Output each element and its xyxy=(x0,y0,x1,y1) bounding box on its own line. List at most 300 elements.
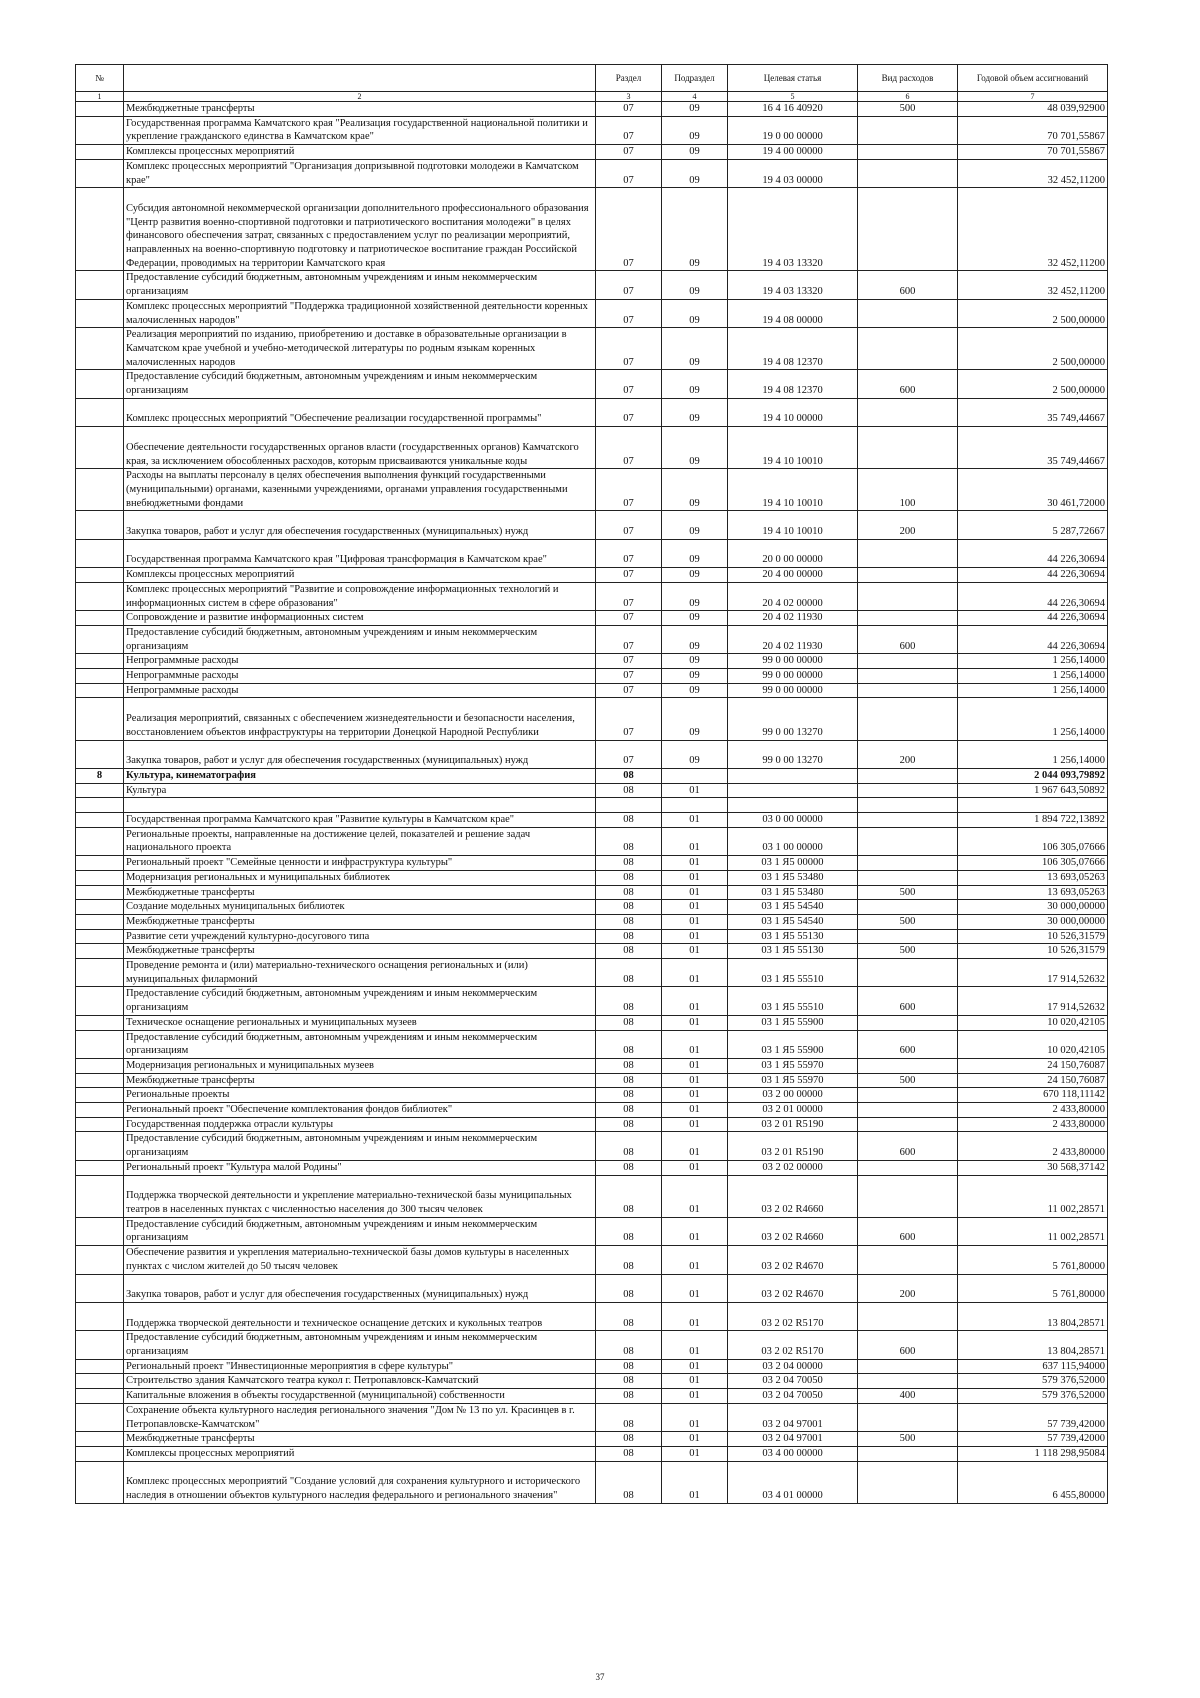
row-amount: 1 256,14000 xyxy=(958,669,1108,684)
row-expense-type: 100 xyxy=(858,469,958,511)
row-amount: 2 433,80000 xyxy=(958,1117,1108,1132)
row-number xyxy=(76,102,124,117)
row-subsection: 09 xyxy=(662,159,728,187)
row-target-article: 03 1 Я5 55970 xyxy=(728,1058,858,1073)
row-subsection: 01 xyxy=(662,1461,728,1503)
row-expense-type xyxy=(858,427,958,469)
row-target-article: 03 1 Я5 55130 xyxy=(728,944,858,959)
row-section: 07 xyxy=(596,427,662,469)
row-name: Межбюджетные трансферты xyxy=(124,102,596,117)
row-subsection: 09 xyxy=(662,469,728,511)
row-name: Государственная программа Камчатского края "Развитие культуры в Камчатском крае" xyxy=(124,813,596,828)
row-section: 08 xyxy=(596,1030,662,1058)
table-row xyxy=(76,683,1108,698)
row-amount: 32 452,11200 xyxy=(958,159,1108,187)
row-subsection: 09 xyxy=(662,654,728,669)
row-expense-type: 200 xyxy=(858,1274,958,1302)
row-subsection: 09 xyxy=(662,511,728,539)
budget-table-sheet xyxy=(75,64,1107,1504)
column-number: 6 xyxy=(858,92,958,102)
row-subsection: 09 xyxy=(662,271,728,299)
row-target-article: 03 2 04 70050 xyxy=(728,1389,858,1404)
table-row xyxy=(76,669,1108,684)
row-name: Комплекс процессных мероприятий "Создание условий для сохранения культурного и исторического наследия в отношении объектов культурного наследия федерального и регионального значения" xyxy=(124,1461,596,1503)
row-target-article: 16 4 16 40920 xyxy=(728,102,858,117)
row-section: 07 xyxy=(596,102,662,117)
row-subsection: 01 xyxy=(662,1088,728,1103)
row-target-article: 99 0 00 00000 xyxy=(728,683,858,698)
row-subsection: 09 xyxy=(662,683,728,698)
row-name: Сохранение объекта культурного наследия регионального значения "Дом № 13 по ул. Красинцев в г. Петропавловске-Камчатском" xyxy=(124,1403,596,1431)
row-amount: 579 376,52000 xyxy=(958,1389,1108,1404)
row-target-article: 19 0 00 00000 xyxy=(728,116,858,144)
row-expense-type xyxy=(858,698,958,740)
table-row xyxy=(76,1030,1108,1058)
row-number xyxy=(76,271,124,299)
table-row xyxy=(76,885,1108,900)
row-subsection: 01 xyxy=(662,1217,728,1245)
row-name: Предоставление субсидий бюджетным, автономным учреждениям и иным некоммерческим организациям xyxy=(124,271,596,299)
row-number xyxy=(76,827,124,855)
row-expense-type: 600 xyxy=(858,987,958,1015)
column-number: 5 xyxy=(728,92,858,102)
row-number xyxy=(76,1331,124,1359)
table-row xyxy=(76,944,1108,959)
row-subsection: 09 xyxy=(662,299,728,327)
row-section: 08 xyxy=(596,768,662,783)
row-amount: 1 256,14000 xyxy=(958,698,1108,740)
row-number xyxy=(76,511,124,539)
row-name: Реализация мероприятий, связанных с обеспечением жизнедеятельности и безопасности населения, восстановлением объектов инфраструктуры на территории Донецкой Народной Республики xyxy=(124,698,596,740)
table-row xyxy=(76,827,1108,855)
row-number xyxy=(76,856,124,871)
row-amount: 13 804,28571 xyxy=(958,1331,1108,1359)
row-target-article: 99 0 00 13270 xyxy=(728,698,858,740)
row-amount: 1 256,14000 xyxy=(958,683,1108,698)
row-number xyxy=(76,1217,124,1245)
row-expense-type xyxy=(858,539,958,567)
row-section: 07 xyxy=(596,398,662,426)
row-amount: 35 749,44667 xyxy=(958,427,1108,469)
row-name: Непрограммные расходы xyxy=(124,669,596,684)
table-header-row xyxy=(76,65,1108,92)
row-subsection: 01 xyxy=(662,1030,728,1058)
row-section: 08 xyxy=(596,914,662,929)
row-amount: 11 002,28571 xyxy=(958,1217,1108,1245)
table-row xyxy=(76,798,1108,813)
row-amount: 70 701,55867 xyxy=(958,116,1108,144)
row-section: 08 xyxy=(596,783,662,798)
row-name: Строительство здания Камчатского театра кукол г. Петропавловск-Камчатский xyxy=(124,1374,596,1389)
table-row xyxy=(76,625,1108,653)
row-name: Культура, кинематография xyxy=(124,768,596,783)
row-subsection: 01 xyxy=(662,959,728,987)
row-target-article: 19 4 10 10010 xyxy=(728,427,858,469)
table-row xyxy=(76,914,1108,929)
row-number xyxy=(76,625,124,653)
row-name: Комплекс процессных мероприятий "Организация допризывной подготовки молодежи в Камчатском крае" xyxy=(124,159,596,187)
row-target-article: 03 2 01 R5190 xyxy=(728,1117,858,1132)
row-subsection: 01 xyxy=(662,856,728,871)
row-subsection: 01 xyxy=(662,1015,728,1030)
row-subsection xyxy=(662,798,728,813)
row-section: 08 xyxy=(596,1117,662,1132)
row-expense-type: 500 xyxy=(858,885,958,900)
row-number xyxy=(76,1103,124,1118)
row-number xyxy=(76,1088,124,1103)
row-name: Предоставление субсидий бюджетным, автономным учреждениям и иным некоммерческим организациям xyxy=(124,987,596,1015)
row-expense-type: 500 xyxy=(858,944,958,959)
row-section: 07 xyxy=(596,611,662,626)
row-amount: 44 226,30694 xyxy=(958,625,1108,653)
row-subsection: 01 xyxy=(662,1246,728,1274)
row-amount: 30 461,72000 xyxy=(958,469,1108,511)
column-number: 1 xyxy=(76,92,124,102)
row-name: Государственная программа Камчатского края "Цифровая трансформация в Камчатском крае" xyxy=(124,539,596,567)
row-target-article: 03 1 Я5 54540 xyxy=(728,914,858,929)
row-subsection: 01 xyxy=(662,1160,728,1175)
table-row xyxy=(76,511,1108,539)
row-number xyxy=(76,539,124,567)
row-amount: 1 256,14000 xyxy=(958,654,1108,669)
row-target-article: 03 1 Я5 00000 xyxy=(728,856,858,871)
row-name: Предоставление субсидий бюджетным, автономным учреждениям и иным некоммерческим организациям xyxy=(124,1030,596,1058)
row-number xyxy=(76,1160,124,1175)
row-section: 08 xyxy=(596,1389,662,1404)
row-target-article: 03 1 00 00000 xyxy=(728,827,858,855)
row-section: 07 xyxy=(596,116,662,144)
row-target-article: 03 2 04 97001 xyxy=(728,1403,858,1431)
row-target-article: 19 4 08 12370 xyxy=(728,328,858,370)
row-number xyxy=(76,1274,124,1302)
row-target-article: 03 2 00 00000 xyxy=(728,1088,858,1103)
row-section: 08 xyxy=(596,1403,662,1431)
row-section: 07 xyxy=(596,539,662,567)
row-target-article: 03 2 02 00000 xyxy=(728,1160,858,1175)
table-row xyxy=(76,856,1108,871)
row-target-article xyxy=(728,798,858,813)
header-target-article: Целевая статья xyxy=(728,65,858,92)
row-amount: 17 914,52632 xyxy=(958,959,1108,987)
row-number xyxy=(76,1117,124,1132)
row-subsection: 01 xyxy=(662,1274,728,1302)
row-name: Обеспечение развития и укрепления материально-технической базы домов культуры в населенных пунктах с числом жителей до 50 тысяч человек xyxy=(124,1246,596,1274)
row-number xyxy=(76,582,124,610)
row-target-article: 03 4 00 00000 xyxy=(728,1446,858,1461)
header-name xyxy=(124,65,596,92)
row-subsection: 01 xyxy=(662,1073,728,1088)
row-amount: 24 150,76087 xyxy=(958,1073,1108,1088)
row-section: 08 xyxy=(596,1103,662,1118)
table-body xyxy=(76,102,1108,1504)
row-expense-type xyxy=(858,798,958,813)
row-name: Непрограммные расходы xyxy=(124,654,596,669)
row-section: 07 xyxy=(596,328,662,370)
table-row xyxy=(76,1103,1108,1118)
row-target-article: 20 0 00 00000 xyxy=(728,539,858,567)
row-section: 07 xyxy=(596,188,662,271)
row-name: Субсидия автономной некоммерческой организации дополнительного профессионального образования "Центр развития военно-спортивной подготовки и патриотического воспитания молодежи" в целях финансового обеспечения затрат, связанных с предоставлением услуг по реализации мероприятий, направленных на военно-спортивную подготовку и патриотическое воспитание граждан Российской Федерации, проводимых на территории Камчатского края xyxy=(124,188,596,271)
row-target-article: 03 2 02 R5170 xyxy=(728,1331,858,1359)
row-name: Межбюджетные трансферты xyxy=(124,944,596,959)
table-row xyxy=(76,1446,1108,1461)
row-expense-type: 500 xyxy=(858,1432,958,1447)
row-name: Расходы на выплаты персоналу в целях обеспечения выполнения функций государственными (муниципальными) органами, казенными учреждениями, органами управления государственными внебюджетными фондами xyxy=(124,469,596,511)
table-row xyxy=(76,271,1108,299)
row-amount: 10 020,42105 xyxy=(958,1030,1108,1058)
row-amount: 44 226,30694 xyxy=(958,582,1108,610)
row-subsection: 01 xyxy=(662,929,728,944)
row-target-article xyxy=(728,783,858,798)
table-row xyxy=(76,1132,1108,1160)
row-section xyxy=(596,798,662,813)
row-section: 08 xyxy=(596,1274,662,1302)
row-number xyxy=(76,1058,124,1073)
row-number xyxy=(76,370,124,398)
row-name: Государственная программа Камчатского края "Реализация государственной национальной политики и укрепление гражданского единства в Камчатском крае" xyxy=(124,116,596,144)
row-amount: 30 000,00000 xyxy=(958,914,1108,929)
row-expense-type xyxy=(858,145,958,160)
row-amount xyxy=(958,798,1108,813)
row-name: Региональный проект "Инвестиционные мероприятия в сфере культуры" xyxy=(124,1359,596,1374)
row-amount: 2 433,80000 xyxy=(958,1103,1108,1118)
table-row xyxy=(76,783,1108,798)
table-row xyxy=(76,568,1108,583)
row-amount: 10 526,31579 xyxy=(958,944,1108,959)
table-row xyxy=(76,768,1108,783)
row-number xyxy=(76,1302,124,1330)
row-amount: 11 002,28571 xyxy=(958,1175,1108,1217)
header-subsection: Подраздел xyxy=(662,65,728,92)
row-name: Закупка товаров, работ и услуг для обеспечения государственных (муниципальных) нужд xyxy=(124,740,596,768)
row-expense-type xyxy=(858,870,958,885)
row-subsection: 01 xyxy=(662,1374,728,1389)
header-section: Раздел xyxy=(596,65,662,92)
row-expense-type: 600 xyxy=(858,1030,958,1058)
row-subsection: 01 xyxy=(662,1058,728,1073)
row-subsection: 09 xyxy=(662,398,728,426)
row-section: 08 xyxy=(596,1432,662,1447)
table-row xyxy=(76,159,1108,187)
table-row xyxy=(76,328,1108,370)
row-section: 07 xyxy=(596,370,662,398)
row-section: 08 xyxy=(596,987,662,1015)
row-target-article: 19 4 08 00000 xyxy=(728,299,858,327)
row-name: Региональный проект "Обеспечение комплектования фондов библиотек" xyxy=(124,1103,596,1118)
row-number xyxy=(76,188,124,271)
row-amount: 13 693,05263 xyxy=(958,870,1108,885)
row-name: Межбюджетные трансферты xyxy=(124,914,596,929)
row-name: Региональный проект "Семейные ценности и инфраструктура культуры" xyxy=(124,856,596,871)
row-subsection: 09 xyxy=(662,611,728,626)
table-row xyxy=(76,1359,1108,1374)
row-amount: 1 967 643,50892 xyxy=(958,783,1108,798)
row-amount: 2 044 093,79892 xyxy=(958,768,1108,783)
row-amount: 579 376,52000 xyxy=(958,1374,1108,1389)
row-expense-type: 600 xyxy=(858,1217,958,1245)
row-number xyxy=(76,1389,124,1404)
row-amount: 637 115,94000 xyxy=(958,1359,1108,1374)
row-number xyxy=(76,669,124,684)
row-subsection: 01 xyxy=(662,783,728,798)
row-amount: 2 500,00000 xyxy=(958,370,1108,398)
row-number xyxy=(76,783,124,798)
row-name: Региональные проекты xyxy=(124,1088,596,1103)
row-target-article: 19 4 10 10010 xyxy=(728,469,858,511)
row-section: 08 xyxy=(596,870,662,885)
row-expense-type xyxy=(858,900,958,915)
table-row xyxy=(76,1274,1108,1302)
row-number xyxy=(76,1374,124,1389)
row-target-article: 03 1 Я5 54540 xyxy=(728,900,858,915)
table-row xyxy=(76,654,1108,669)
row-section: 08 xyxy=(596,827,662,855)
row-amount: 57 739,42000 xyxy=(958,1432,1108,1447)
row-expense-type: 500 xyxy=(858,1073,958,1088)
row-subsection: 09 xyxy=(662,625,728,653)
row-expense-type: 500 xyxy=(858,102,958,117)
row-expense-type xyxy=(858,116,958,144)
row-number xyxy=(76,1461,124,1503)
row-amount: 1 894 722,13892 xyxy=(958,813,1108,828)
row-expense-type xyxy=(858,683,958,698)
row-target-article xyxy=(728,768,858,783)
row-number xyxy=(76,987,124,1015)
row-target-article: 03 0 00 00000 xyxy=(728,813,858,828)
row-name: Проведение ремонта и (или) материально-технического оснащения региональных и (или) муниципальных филармоний xyxy=(124,959,596,987)
row-amount: 5 287,72667 xyxy=(958,511,1108,539)
table-row xyxy=(76,145,1108,160)
row-expense-type xyxy=(858,669,958,684)
row-number xyxy=(76,959,124,987)
row-name: Непрограммные расходы xyxy=(124,683,596,698)
row-name xyxy=(124,798,596,813)
row-amount: 32 452,11200 xyxy=(958,271,1108,299)
row-number xyxy=(76,1073,124,1088)
row-amount: 30 568,37142 xyxy=(958,1160,1108,1175)
row-amount: 5 761,80000 xyxy=(958,1246,1108,1274)
row-section: 08 xyxy=(596,1015,662,1030)
header-expense-type: Вид расходов xyxy=(858,65,958,92)
row-target-article: 03 1 Я5 55510 xyxy=(728,959,858,987)
row-name: Техническое оснащение региональных и муниципальных музеев xyxy=(124,1015,596,1030)
row-subsection: 01 xyxy=(662,1359,728,1374)
row-subsection xyxy=(662,768,728,783)
row-expense-type xyxy=(858,1461,958,1503)
row-section: 07 xyxy=(596,698,662,740)
row-amount: 6 455,80000 xyxy=(958,1461,1108,1503)
row-subsection: 09 xyxy=(662,582,728,610)
row-amount: 24 150,76087 xyxy=(958,1058,1108,1073)
row-amount: 670 118,11142 xyxy=(958,1088,1108,1103)
table-row xyxy=(76,1160,1108,1175)
row-number xyxy=(76,427,124,469)
row-number xyxy=(76,914,124,929)
row-expense-type xyxy=(858,1374,958,1389)
row-name: Предоставление субсидий бюджетным, автономным учреждениям и иным некоммерческим организациям xyxy=(124,625,596,653)
table-row xyxy=(76,740,1108,768)
row-target-article: 03 2 02 R4660 xyxy=(728,1217,858,1245)
table-row xyxy=(76,1058,1108,1073)
table-row xyxy=(76,102,1108,117)
row-target-article: 03 1 Я5 55130 xyxy=(728,929,858,944)
row-number xyxy=(76,813,124,828)
row-name: Предоставление субсидий бюджетным, автономным учреждениям и иным некоммерческим организациям xyxy=(124,1217,596,1245)
row-target-article: 03 1 Я5 53480 xyxy=(728,885,858,900)
row-amount: 70 701,55867 xyxy=(958,145,1108,160)
table-row xyxy=(76,116,1108,144)
row-subsection: 01 xyxy=(662,1331,728,1359)
row-number xyxy=(76,683,124,698)
row-number xyxy=(76,568,124,583)
row-section: 08 xyxy=(596,1302,662,1330)
row-subsection: 09 xyxy=(662,669,728,684)
row-expense-type xyxy=(858,1175,958,1217)
row-target-article: 19 4 08 12370 xyxy=(728,370,858,398)
row-expense-type: 500 xyxy=(858,914,958,929)
row-target-article: 03 1 Я5 55900 xyxy=(728,1015,858,1030)
table-row xyxy=(76,1088,1108,1103)
row-number xyxy=(76,944,124,959)
row-amount: 13 693,05263 xyxy=(958,885,1108,900)
row-name: Капитальные вложения в объекты государственной (муниципальной) собственности xyxy=(124,1389,596,1404)
row-section: 08 xyxy=(596,1175,662,1217)
row-number xyxy=(76,885,124,900)
row-expense-type xyxy=(858,159,958,187)
column-number: 3 xyxy=(596,92,662,102)
row-number xyxy=(76,469,124,511)
row-amount: 2 500,00000 xyxy=(958,328,1108,370)
row-section: 08 xyxy=(596,1058,662,1073)
row-expense-type xyxy=(858,1160,958,1175)
row-name: Создание модельных муниципальных библиотек xyxy=(124,900,596,915)
row-number xyxy=(76,1175,124,1217)
row-amount: 35 749,44667 xyxy=(958,398,1108,426)
row-section: 08 xyxy=(596,944,662,959)
row-subsection: 01 xyxy=(662,1432,728,1447)
row-section: 08 xyxy=(596,1160,662,1175)
row-subsection: 01 xyxy=(662,1389,728,1404)
row-section: 07 xyxy=(596,669,662,684)
table-row xyxy=(76,1302,1108,1330)
row-expense-type xyxy=(858,1446,958,1461)
table-row xyxy=(76,398,1108,426)
row-name: Комплексы процессных мероприятий xyxy=(124,568,596,583)
row-number xyxy=(76,798,124,813)
table-row xyxy=(76,1389,1108,1404)
table-row xyxy=(76,370,1108,398)
row-expense-type xyxy=(858,959,958,987)
row-expense-type xyxy=(858,328,958,370)
row-amount: 10 020,42105 xyxy=(958,1015,1108,1030)
row-amount: 32 452,11200 xyxy=(958,188,1108,271)
row-number xyxy=(76,1432,124,1447)
row-expense-type xyxy=(858,1246,958,1274)
row-target-article: 03 1 Я5 53480 xyxy=(728,870,858,885)
row-subsection: 09 xyxy=(662,568,728,583)
row-subsection: 01 xyxy=(662,987,728,1015)
row-name: Комплекс процессных мероприятий "Развитие и сопровождение информационных технологий и информационных систем в сфере образования" xyxy=(124,582,596,610)
row-amount: 1 256,14000 xyxy=(958,740,1108,768)
row-subsection: 01 xyxy=(662,827,728,855)
row-section: 08 xyxy=(596,1246,662,1274)
row-number xyxy=(76,698,124,740)
row-name: Поддержка творческой деятельности и укрепление материально-технической базы муниципальных театров в населенных пунктах с численностью населения до 300 тысяч человек xyxy=(124,1175,596,1217)
row-expense-type xyxy=(858,1302,958,1330)
row-amount: 10 526,31579 xyxy=(958,929,1108,944)
table-row xyxy=(76,1331,1108,1359)
row-subsection: 01 xyxy=(662,1103,728,1118)
